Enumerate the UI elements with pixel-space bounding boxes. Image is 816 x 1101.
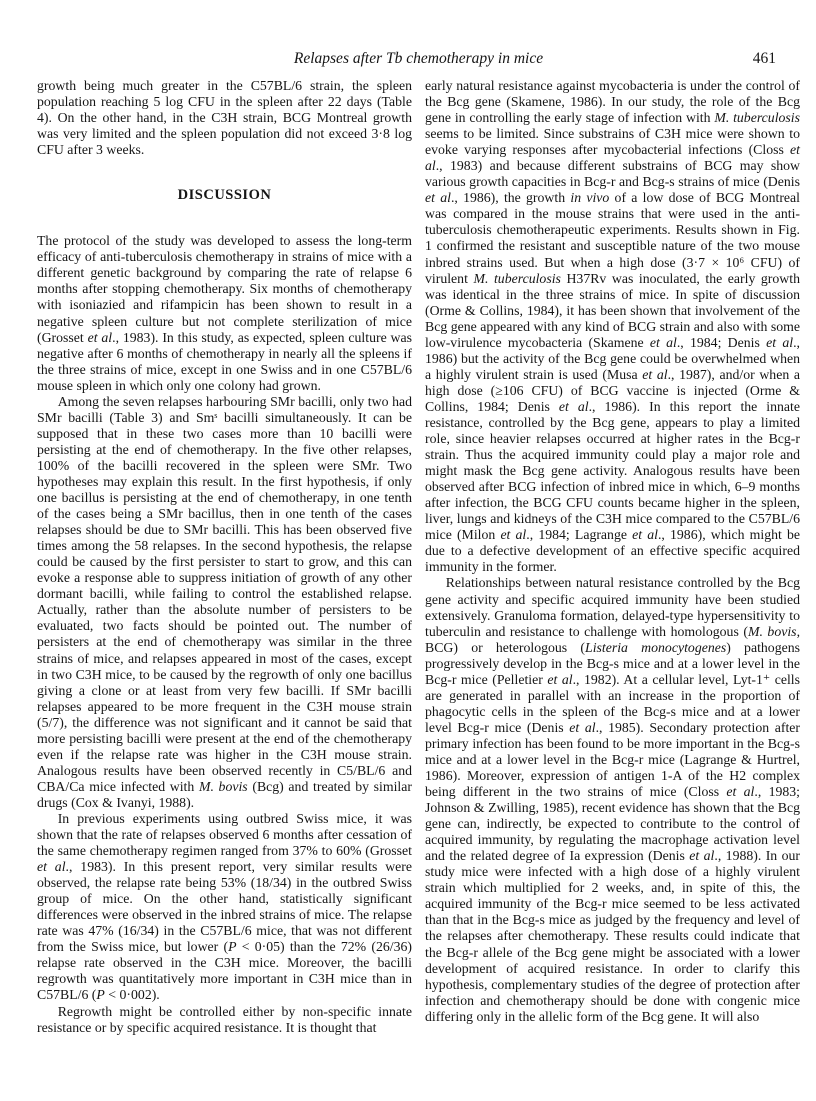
text-body <box>37 78 800 1036</box>
paragraph: Regrowth might be controlled either by non-specific innate resistance or by specific acquired resistance. It is thought that <box>37 1003 412 1035</box>
running-head <box>37 50 800 70</box>
paragraph: Among the seven relapses harbouring SMr bacilli, only two had SMr bacilli (Table 3) and Smˢ bacilli simultaneously. It can be supposed that in these two cases more than 10 bacilli were persisting at the end of chemotherapy. In the five other relapses, 100% of the bacilli recovered in the spleen were SMr. Two hypotheses may explain this result. In the first hypothesis, if only one bacillus is persisting at the end of chemotherapy, in one tenth of the cases being a SMr bacillus, then in one tenth of the cases relapses should be due to SMr bacilli. This has been observed five times among the 58 relapses. In the second hypothesis, the relapse could be caused by the first persister to start to grow, and this can evoke a response able to suppress initiation of growth of any other dormant bacilli, while failing to control the established relapse. Actually, rather than the absolute number of persisters to be evaluated, two facts should be pointed out. The number of persisters at the end of chemotherapy was similar in the three strains of mice, and relapses appeared in most of the cases, except in two C3H mice, to be caused by the regrowth of only one bacillus giving a clone or at least from very few bacilli. If SMr bacilli relapses appeared to be more frequent in the C3H mouse strain (5/7), the difference was not significant and it cannot be said that more persisting bacilli were present at the end of the chemotherapy even if the relapse rate was higher in the C3H mouse strain. Analogous results have been observed recently in C5/BL/6 and CBA/Ca mice infected with M. bovis (Bcg) and treated by similar drugs (Cox & Ivanyi, 1988). <box>37 393 412 810</box>
paragraph: In previous experiments using outbred Swiss mice, it was shown that the rate of relapses observed 6 months after cessation of the same chemotherapy regimen ranged from 37% to 60% (Grosset et al., 1983). In this present report, very similar results were observed, the relapse rate being 53% (18/34) in the outbred Swiss group of mice. On the other hand, statistically significant differences were observed in the inbred strains of mice. The relapse rate was 47% (16/34) in the C57BL/6 mice, that was not different from the Swiss mice, but lower (P < 0·05) than the 72% (26/36) relapse rate observed in the C3H mice. Moreover, the bacilli regrowth was quantitatively more important in C3H mice than in C57BL/6 (P < 0·002). <box>37 810 413 1003</box>
paragraph: Relationships between natural resistance controlled by the Bcg gene activity and specific acquired immunity have been studied extensively. Granuloma formation, delayed-type hypersensitivity to tuberculin and resistance to challenge with homologous (M. bovis, BCG) or heterologous (Listeria monocytogenes) pathogens progressively develop in the Bcg-s mice and at a lower level in the Bcg-r mice (Pelletier et al., 1982). At a cellular level, Lyt-1⁺ cells are generated in parallel with an increase in the proportion of phagocytic cells in the spleen of the Bcg-s mice and at a lower level Bcg-r mice (Denis et al., 1985). Secondary protection after primary infection has been found to be more important in the Bcg-s mice and at a lower level in the Bcg-r mice (Lagrange & Hurtrel, 1986). Moreover, expression of antigen 1-A of the H2 complex being different in the two strains of mice (Closs et al., 1983; Johnson & Zwilling, 1985), recent evidence has shown that the Bcg gene can, indirectly, be expected to contribute to the control of acquired immunity, by regulating the macrophage activation level and the related degree of Ia expression (Denis et al., 1988). In our study mice were infected with a high dose of a highly virulent strain which multiplied for 2 weeks, and, in spite of this, the acquired immunity of the Bcg-r mice seemed to be less activated than that in the Bcg-s mice as judged by the frequency and level of the relapses after chemotherapy. These results could indicate that the Bcg-r allele of the Bcg gene might be associated with a lower development of acquired resistance. In order to clarify this hypothesis, complementary studies of the degree of protection after infection and chemotherapy should be done with congenic mice differing only in the allelic form of the Bcg gene. It will also <box>425 575 801 1024</box>
paragraph-intro-continuation: growth being much greater in the C57BL/6 strain, the spleen population reaching 5 log CFU in the spleen after 22 days (Table 4). On the other hand, in the C3H strain, BCG Montreal growth was very limited and the spleen population did not exceed 3·8 log CFU after 3 weeks. <box>37 78 412 158</box>
left-column <box>37 78 412 1036</box>
right-column <box>425 78 800 1036</box>
running-title: Relapses after Tb chemotherapy in mice <box>293 50 544 67</box>
page-number: 461 <box>752 50 776 67</box>
paragraph: The protocol of the study was developed to assess the long-term efficacy of anti-tuberculosis chemotherapy in strains of mice with a different genetic background by comparing the rate of relapse 6 months after stopping chemotherapy. Six months of chemotherapy with isoniazied and rifampicin has been shown to result in a negative spleen culture but not complete sterilization of mice (Grosset et al., 1983). In this study, as expected, spleen culture was negative after 6 months of chemotherapy in nearly all the spleens if the three strains of mice, except in one Swiss and in one C57BL/6 mouse spleen in which only one colony had grown. <box>37 233 413 393</box>
paragraph-continuation: early natural resistance against mycobacteria is under the control of the Bcg gene (Skamene, 1986). In our study, the role of the Bcg gene in controlling the early stage of infection with M. tuberculosis seems to be limited. Since substrains of C3H mice were shown to evoke varying responses after mycobacterial infections (Closs et al., 1983) and because different substrains of BCG may show various growth capacities in Bcg-r and Bcg-s strains of mice (Denis et al., 1986), the growth in vivo of a low dose of BCG Montreal was compared in the mouse strains that were used in the anti-tuberculosis chemotherapeutic experiments. Results shown in Fig. 1 confirmed the resistant and susceptible nature of the two mouse inbred strains used. But when a high dose (3·7 × 10⁶ CFU) of virulent M. tuberculosis H37Rv was inoculated, the early growth was identical in the three strains of mice. In spite of discussion (Orme & Collins, 1984), it has been shown that involvement of the Bcg gene appeared with any kind of BCG strain and also with some low-virulence mycobacteria (Skamene et al., 1984; Denis et al., 1986) but the activity of the Bcg gene could be overwhelmed when a highly virulent strain is used (Musa et al., 1987), and/or when a high dose (≥106 CFU) of BCG vaccine is injected (Orme & Collins, 1984; Denis et al., 1986). In this report the innate resistance, controlled by the Bcg gene, appears to play a limited role, since heavier relapses occurred at higher rates in the Bcg-r strain. Thus the acquired immunity could play a major role and might mask the Bcg gene activity. Analogous results have been observed after BCG infection of inbred mice in which, 6–9 months after infection, the BCG CFU counts became higher in the spleen, liver, lungs and kidneys of the C3H mice compared to the C57BL/6 mice (Milon et al., 1984; Lagrange et al., 1986), which might be due to a defective development of an effective specific acquired immunity in the former. <box>425 78 801 575</box>
section-heading-discussion: DISCUSSION <box>177 187 272 204</box>
